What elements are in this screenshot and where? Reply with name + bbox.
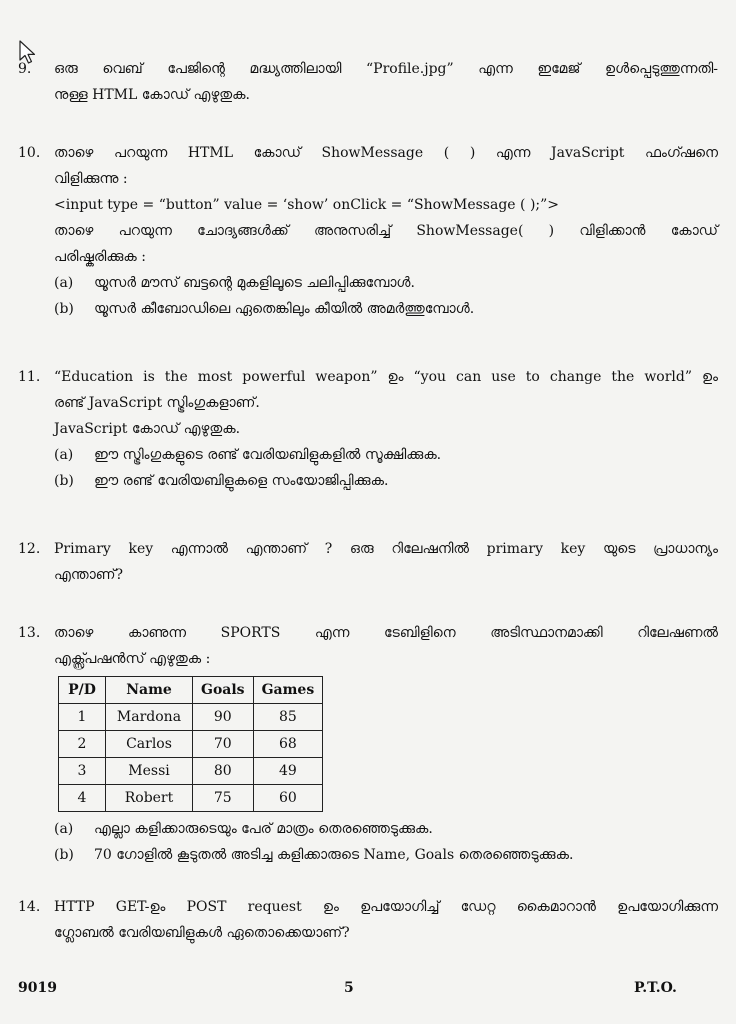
table-cell: Robert [106,785,193,812]
sub-question [54,816,718,842]
table-cell: 4 [59,785,106,812]
sub-question-label: (a) [54,447,74,463]
sub-question-label: (a) [54,821,74,837]
table-cell: 2 [59,731,106,758]
please-turn-over: P.T.O. [634,980,677,996]
question-11 [18,364,718,494]
question-text-line: താഴെ പറയുന്ന HTML കോഡ് ShowMessage ( ) എന്ന JavaScript ഫംഗ്ഷനെ [54,145,718,161]
page-number: 5 [344,980,354,996]
question-text-line: എന്താണ്? [54,567,123,583]
table-cell: Messi [106,758,193,785]
table-cell: 68 [253,731,323,758]
sub-question [54,270,718,296]
question-10 [18,140,718,322]
table-row [59,758,323,785]
paper-code: 9019 [18,980,57,996]
table-cell: Carlos [106,731,193,758]
sub-question-text: ഈ രണ്ട് വേരിയബിളുകളെ സംയോജിപ്പിക്കുക. [94,473,389,489]
code-snippet: <input type = “button” value = ‘show’ onClick = “ShowMessage ( );”> [54,197,560,213]
sub-question [54,296,718,322]
table-row [59,785,323,812]
column-header-pd: P/D [59,677,106,704]
table-cell: 75 [193,785,254,812]
question-text-line: താഴെ പറയുന്ന ചോദ്യങ്ങൾക്ക് അനുസരിച്ച് ShowMessage( ) വിളിക്കാൻ കോഡ് [54,223,718,239]
question-text-line: ഗ്ലോബൽ വേരിയബിളുകൾ ഏതൊക്കെയാണ്? [54,925,350,941]
sports-table [58,676,323,812]
sub-question-text: ഈ സ്ട്രിംഗുകളുടെ രണ്ട് വേരിയബിളുകളിൽ സൂക്ഷിക്കുക. [94,447,442,463]
question-text-line: JavaScript കോഡ് എഴുതുക. [54,421,241,437]
question-text-line: രണ്ട് JavaScript സ്ട്രിംഗുകളാണ്. [54,395,260,411]
question-text-line: എക്സ്പ്രഷൻസ് എഴുതുക : [54,651,211,667]
question-text-line: വിളിക്കുന്നു : [54,171,128,187]
column-header-name: Name [106,677,193,704]
table-cell: 49 [253,758,323,785]
question-12 [18,536,718,588]
question-number: 13. [18,625,41,641]
sub-question-label: (b) [54,473,74,489]
sub-question-text: യൂസർ മൗസ് ബട്ടന്റെ മുകളിലൂടെ ചലിപ്പിക്കുമ്പോൾ. [94,275,415,291]
sub-question [54,842,718,868]
sub-question [54,468,718,494]
question-number: 11. [18,369,41,385]
table-cell: Mardona [106,704,193,731]
question-text-line: പരിഷ്കരിക്കുക : [54,249,146,265]
question-14 [18,894,718,946]
table-cell: 1 [59,704,106,731]
question-text-line: Primary key എന്നാൽ എന്താണ് ? ഒരു റിലേഷനിൽ primary key യുടെ പ്രാധാന്യം [54,541,718,557]
question-text-line: “Education is the most powerful weapon” ഉം “you can use to change the world” ഉം [54,369,718,385]
sub-question-text: യൂസർ കീബോഡിലെ ഏതെങ്കിലും കീയിൽ അമർത്തുമ്പോൾ. [94,301,475,317]
question-13 [18,620,718,868]
table-cell: 90 [193,704,254,731]
table-cell: 80 [193,758,254,785]
table-header-row [59,677,323,704]
table-cell: 85 [253,704,323,731]
question-number: 10. [18,145,41,161]
question-9 [18,56,718,108]
table-row [59,704,323,731]
sub-question-text: 70 ഗോളിൽ കൂടുതൽ അടിച്ച കളിക്കാരുടെ Name, Goals തെരഞ്ഞെടുക്കുക. [94,847,574,863]
question-text-line: താഴെ കാണുന്ന SPORTS എന്ന ടേബിളിനെ അടിസ്ഥാനമാക്കി റിലേഷണൽ [54,625,718,641]
question-number: 9. [18,61,32,77]
question-text-line: നുള്ള HTML കോഡ് എഴുതുക. [54,87,250,103]
sub-question-text: എല്ലാ കളിക്കാരുടെയും പേര് മാത്രം തെരഞ്ഞെടുക്കുക. [94,821,433,837]
table-row [59,731,323,758]
sub-question-label: (b) [54,301,74,317]
question-text-line: ഒരു വെബ് പേജിന്റെ മദ്ധ്യത്തിലായി “Profile.jpg” എന്ന ഇമേജ് ഉൾപ്പെടുത്തുന്നതി- [54,61,718,77]
sub-question-label: (a) [54,275,74,291]
column-header-goals: Goals [193,677,254,704]
question-number: 14. [18,899,41,915]
question-text-line: HTTP GET-ഉം POST request ഉം ഉപയോഗിച്ച് ഡേറ്റ കൈമാറാൻ ഉപയോഗിക്കുന്ന [54,899,718,915]
question-number: 12. [18,541,41,557]
table-cell: 3 [59,758,106,785]
sub-question-label: (b) [54,847,74,863]
sub-question [54,442,718,468]
table-cell: 70 [193,731,254,758]
table-cell: 60 [253,785,323,812]
column-header-games: Games [253,677,323,704]
